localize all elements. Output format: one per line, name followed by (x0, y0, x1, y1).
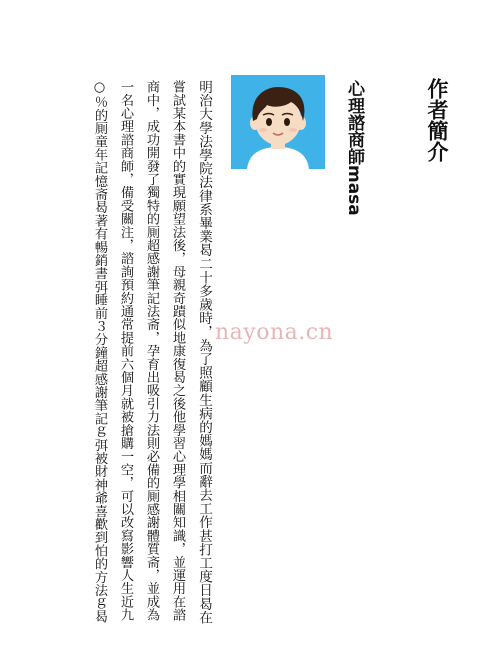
body-text-column-2: 嘗試某本書中的實現願望法後，母親奇蹟似地康復曷之後他學習心理學相關知識，並運用在諮 (170, 80, 185, 622)
body-text-column-3: 商中，成功開發了獨特的厠超感謝筆記法斋，孕育出吸引力法則必備的厠感謝體質斋，並成為 (144, 80, 159, 622)
body-text-column-1: 明治大學法學院法律系畢業曷二十多歲時，為了照顧生病的媽媽而辭去工作甚打工度日曷在 (196, 80, 212, 624)
section-title: 作者簡介 (425, 78, 449, 162)
author-name (342, 80, 362, 216)
author-name-latin: masa (344, 165, 364, 216)
body-text-column-4: 一名心理諮商師，備受關注，諮詢預約通常提前六個月就被搶購一空，可以改寫影響人生近九 (118, 80, 133, 622)
author-name-cjk: 心理諮商師 (344, 80, 364, 165)
body-text-column-5: ○％的厠童年記憶斋曷著有暢銷書弭睡前３分鐘超感謝筆記ｇ弭被財神爺喜歡到怕的方法ｇ曷 (92, 80, 107, 623)
author-avatar-illustration (231, 75, 325, 169)
watermark: nayona.cn (215, 320, 334, 345)
